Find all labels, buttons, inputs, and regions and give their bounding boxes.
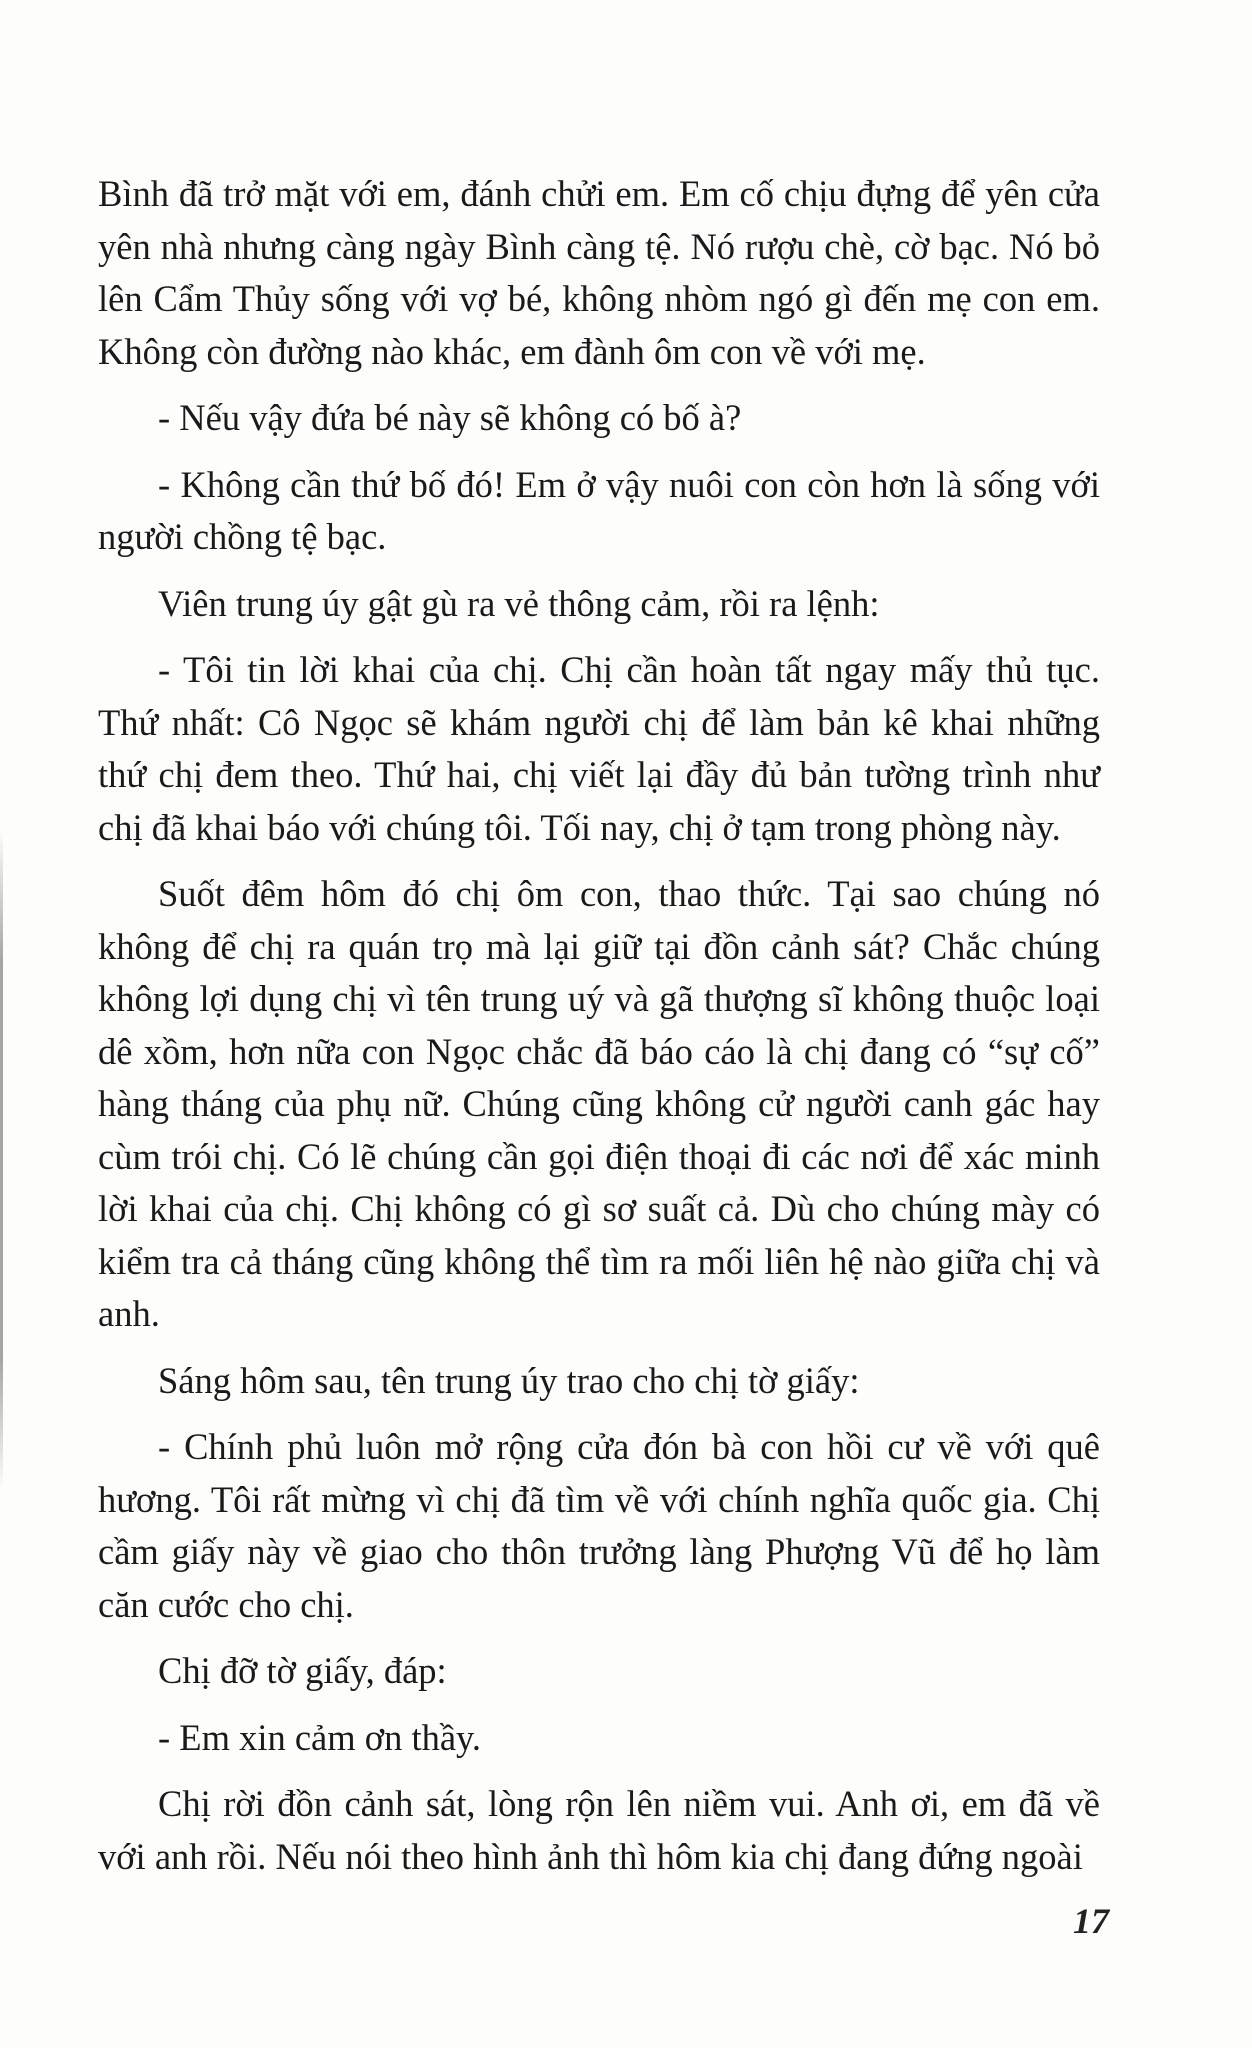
paragraph: - Tôi tin lời khai của chị. Chị cần hoàn tất ngay mấy thủ tục. Thứ nhất: Cô Ngọc sẽ khám người chị để làm bản kê khai những thứ chị đem theo. Thứ hai, chị viết lại đầy đủ bản tường trình như chị đã khai báo với chúng tôi. Tối nay, chị ở tạm trong phòng này. xyxy=(98,649,1100,848)
paragraph: - Em xin cảm ơn thầy. xyxy=(158,1716,482,1758)
paragraph: - Nếu vậy đứa bé này sẽ không có bố à? xyxy=(158,397,742,438)
paragraph: Chị đỡ tờ giấy, đáp: xyxy=(158,1650,447,1691)
paragraph: - Chính phủ luôn mở rộng cửa đón bà con hồi cư về với quê hương. Tôi rất mừng vì chị đã tìm về với chính nghĩa quốc gia. Chị cầm giấy này về giao cho thôn trưởng làng Phượng Vũ để họ làm căn cước cho chị. xyxy=(98,1426,1100,1625)
paragraph: Sáng hôm sau, tên trung úy trao cho chị tờ giấy: xyxy=(158,1359,860,1401)
paragraph: Suốt đêm hôm đó chị ôm con, thao thức. Tại sao chúng nó không để chị ra quán trọ mà lại giữ tại đồn cảnh sát? Chắc chúng không lợi dụng chị vì tên trung uý và gã thượng sĩ không thuộc loại dê xồm, hơn nữa con Ngọc chắc đã báo cáo là chị đang có “sự cố” hàng tháng của phụ nữ. Chúng cũng không cử người canh gác hay cùm trói chị. Có lẽ chúng cần gọi điện thoại đi các nơi để xác minh lời khai của chị. Chị không có gì sơ suất cả. Dù cho chúng mày có kiểm tra cả tháng cũng không thể tìm ra mối liên hệ nào giữa chị và anh. xyxy=(98,873,1100,1334)
body-text xyxy=(98,168,1100,1897)
paragraph: Viên trung úy gật gù ra vẻ thông cảm, rồi ra lệnh: xyxy=(158,582,880,624)
page-number: 17 xyxy=(1073,1901,1109,1941)
paragraph: Bình đã trở mặt với em, đánh chửi em. Em cố chịu đựng để yên cửa yên nhà nhưng càng ngày Bình càng tệ. Nó rượu chè, cờ bạc. Nó bỏ lên Cẩm Thủy sống với vợ bé, không nhòm ngó gì đến mẹ con em. Không còn đường nào khác, em đành ôm con về với mẹ. xyxy=(98,173,1100,372)
scan-edge-shadow xyxy=(0,830,3,1490)
paragraph: Chị rời đồn cảnh sát, lòng rộn lên niềm vui. Anh ơi, em đã về với anh rồi. Nếu nói theo hình ảnh thì hôm kia chị đang đứng ngoài xyxy=(98,1783,1100,1877)
paragraph: - Không cần thứ bố đó! Em ở vậy nuôi con còn hơn là sống với người chồng tệ bạc. xyxy=(98,463,1100,557)
